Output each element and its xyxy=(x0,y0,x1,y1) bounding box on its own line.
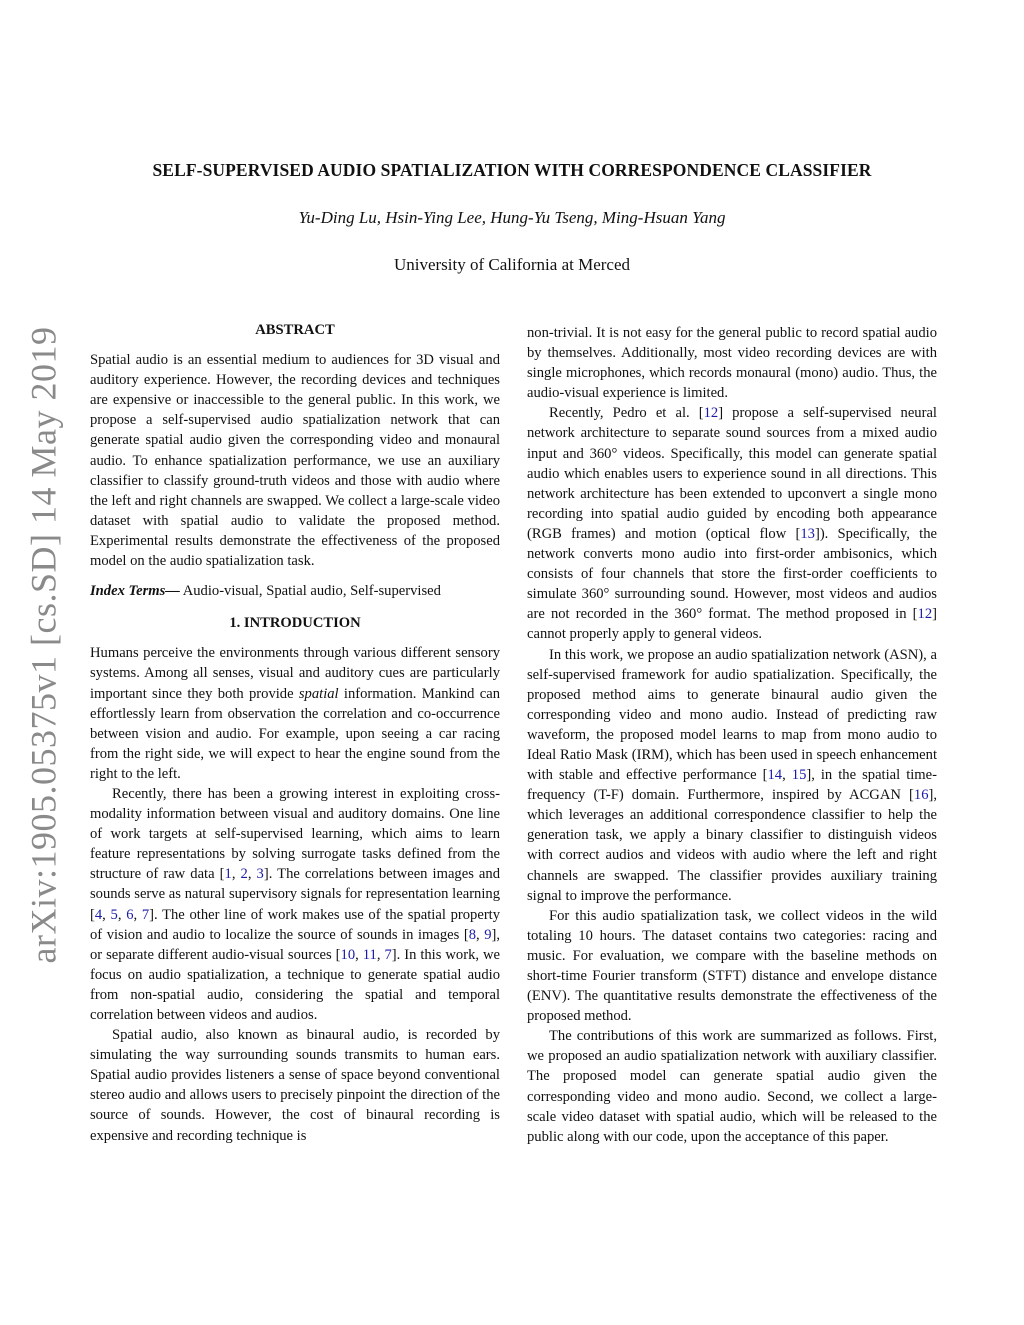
citation-link[interactable]: 1 xyxy=(224,866,232,883)
citation-link[interactable]: 7 xyxy=(141,906,150,923)
arxiv-identifier-text: arXiv:1905.05375v1 [cs.SD] 14 May 2019 xyxy=(23,326,64,964)
citation-link[interactable]: 8 xyxy=(468,926,476,943)
intro-paragraph-3: Spatial audio, also known as binaural audio, is recorded by simulating the way surrounding sounds transmits to human ears. Spatial audio provides listeners a sense of space beyond conventional stereo audio and allows users to precisely pinpoint the direction of the source of sounds. However, the cost of binaural recording is expensive and recording technique is xyxy=(90,1027,500,1144)
citation-link[interactable]: 11 xyxy=(362,946,377,963)
intro-paragraph-4: Recently, Pedro et al. [12] propose a self-supervised neural network architecture to separate sound sources from a mixed audio input and 360° videos. Specifically, this model can generate spatial audio which enables users to experience sound in all directions. This network architecture has been extended to upconvert a single mono recording into spatial audio guided by encoding both appearance (RGB frames) and motion (optical flow [13]). Specifically, the network converts mono audio into first-order ambisonics, which consists of four channels that store the first-order coefficients to simulate 360° surrounding sound. However, most videos and audios are not recorded in the 360° format. The method proposed in [12] cannot properly apply to general videos. xyxy=(527,405,937,643)
citation-link[interactable]: 7 xyxy=(384,946,392,963)
index-terms-list: Audio-visual, Spatial audio, Self-supervised xyxy=(179,583,441,600)
intro-paragraph-2: Recently, there has been a growing interest in exploiting cross-modality information between visual and auditory domains. One line of work targets at self-supervised learning, which aims to learn feature representations by solving surrogate tasks defined from the structure of raw data [1, 2, 3]. The correlations between images and sounds serve as natural supervisory signals for representation learning [4, 5, 6, 7]. The other line of work makes use of the spatial property of vision and audio to localize the source of sounds in images [8, 9], or separate different audio-visual sources [10, 11, 7]. In this work, we focus on audio spatialization, a technique to generate spatial audio from non-spatial audio, considering the spatial and temporal correlation between videos and audios. xyxy=(90,785,501,1023)
citation-link[interactable]: 3 xyxy=(256,866,264,883)
citation-link[interactable]: 4 xyxy=(94,906,103,923)
affiliation: University of California at Merced xyxy=(393,255,631,274)
citation-link[interactable]: 12 xyxy=(703,405,719,422)
citation-link[interactable]: 12 xyxy=(917,606,933,623)
citation-link[interactable]: 5 xyxy=(110,906,118,923)
introduction-heading: 1. INTRODUCTION xyxy=(229,615,361,632)
paper-title: SELF-SUPERVISED AUDIO SPATIALIZATION WITH CORRESPONDENCE CLASSIFIER xyxy=(152,160,872,180)
citation-link[interactable]: 15 xyxy=(791,767,807,784)
intro-paragraph-3-continued: non-trivial. It is not easy for the general public to record spatial audio by themselves. Additionally, most video recording devices are with single microphones, which records monaural (mono) audio. Thus, the audio-visual experience is limited. xyxy=(527,325,937,402)
citation-link[interactable]: 10 xyxy=(340,946,356,963)
citation-link[interactable]: 2 xyxy=(240,866,248,883)
intro-paragraph-1: Humans perceive the environments through various different sensory systems. Among all senses, visual and auditory cues are particularly important since they both provide spatial information. Mankind can effortlessly learn from observation the correlation and co-occurrence between vision and audio. For example, upon seeing a car racing from the right side, we will expect to hear the engine sound from the right to the left. xyxy=(90,645,500,782)
index-terms xyxy=(90,581,500,601)
citation-link[interactable]: 9 xyxy=(484,926,492,943)
abstract-text: Spatial audio is an essential medium to audiences for 3D visual and auditory experience. However, the recording devices and techniques are expensive or inaccessible to the general public. In this work, we propose a self-supervised audio spatialization network that can generate spatial audio given the corresponding video and monaural audio. To enhance spatialization performance, we use an auxiliary classifier to classify ground-truth videos and those with audio where the left and right channels are swapped. We collect a large-scale video dataset with spatial audio to validate the proposed method. Experimental results demonstrate the effectiveness of the proposed model on the audio spatialization task. xyxy=(90,352,500,570)
citation-link[interactable]: 6 xyxy=(126,906,134,923)
intro-paragraph-5: In this work, we propose an audio spatialization network (ASN), a self-supervised framework for audio spatialization. Specifically, the proposed method aims to generate binaural audio given the corresponding video and mono audio. Instead of predicting raw waveform, the proposed model learns to map from mono audio to Ideal Ratio Mask (IRM), which has been used in speech enhancement with stable and effective performance [14, 15], in the spatial time-frequency (T-F) domain. Furthermore, inspired by ACGAN [16], which leverages an additional correspondence classifier to help the generation task, we apply a binary classifier to distinguish videos with correct audios and videos with audio where the left and right channels are swapped. The classifier provides auxiliary training signal to improve the performance. xyxy=(527,646,937,904)
arxiv-identifier xyxy=(18,326,68,964)
right-column xyxy=(527,323,937,1147)
intro-paragraph-7: The contributions of this work are summarized as follows. First, we proposed an audio spatialization network with auxiliary classifier. The proposed model can generate spatial audio given the corresponding video and mono audio. Second, we collect a large-scale video dataset with spatial audio, which will be released to the public along with our code, upon the acceptance of this paper. xyxy=(527,1028,937,1145)
abstract-heading: ABSTRACT xyxy=(255,322,335,338)
citation-link[interactable]: 13 xyxy=(800,525,815,542)
author-list: Yu-Ding Lu, Hsin-Ying Lee, Hung-Yu Tseng, Ming-Hsuan Yang xyxy=(298,208,726,227)
left-column xyxy=(90,320,500,1146)
emphasis-spatial: spatial xyxy=(298,685,339,702)
index-terms-label: Index Terms— xyxy=(90,583,180,600)
intro-paragraph-6: For this audio spatialization task, we collect videos in the wild totaling 10 hours. The dataset contains two categories: racing and music. For evaluation, we compare with the baseline methods on short-time Fourier transform (STFT) distance and envelope distance (ENV). The quantitative results demonstrate the effectiveness of the proposed method. xyxy=(527,907,937,1025)
citation-link[interactable]: 14 xyxy=(767,767,783,784)
citation-link[interactable]: 16 xyxy=(913,787,929,804)
